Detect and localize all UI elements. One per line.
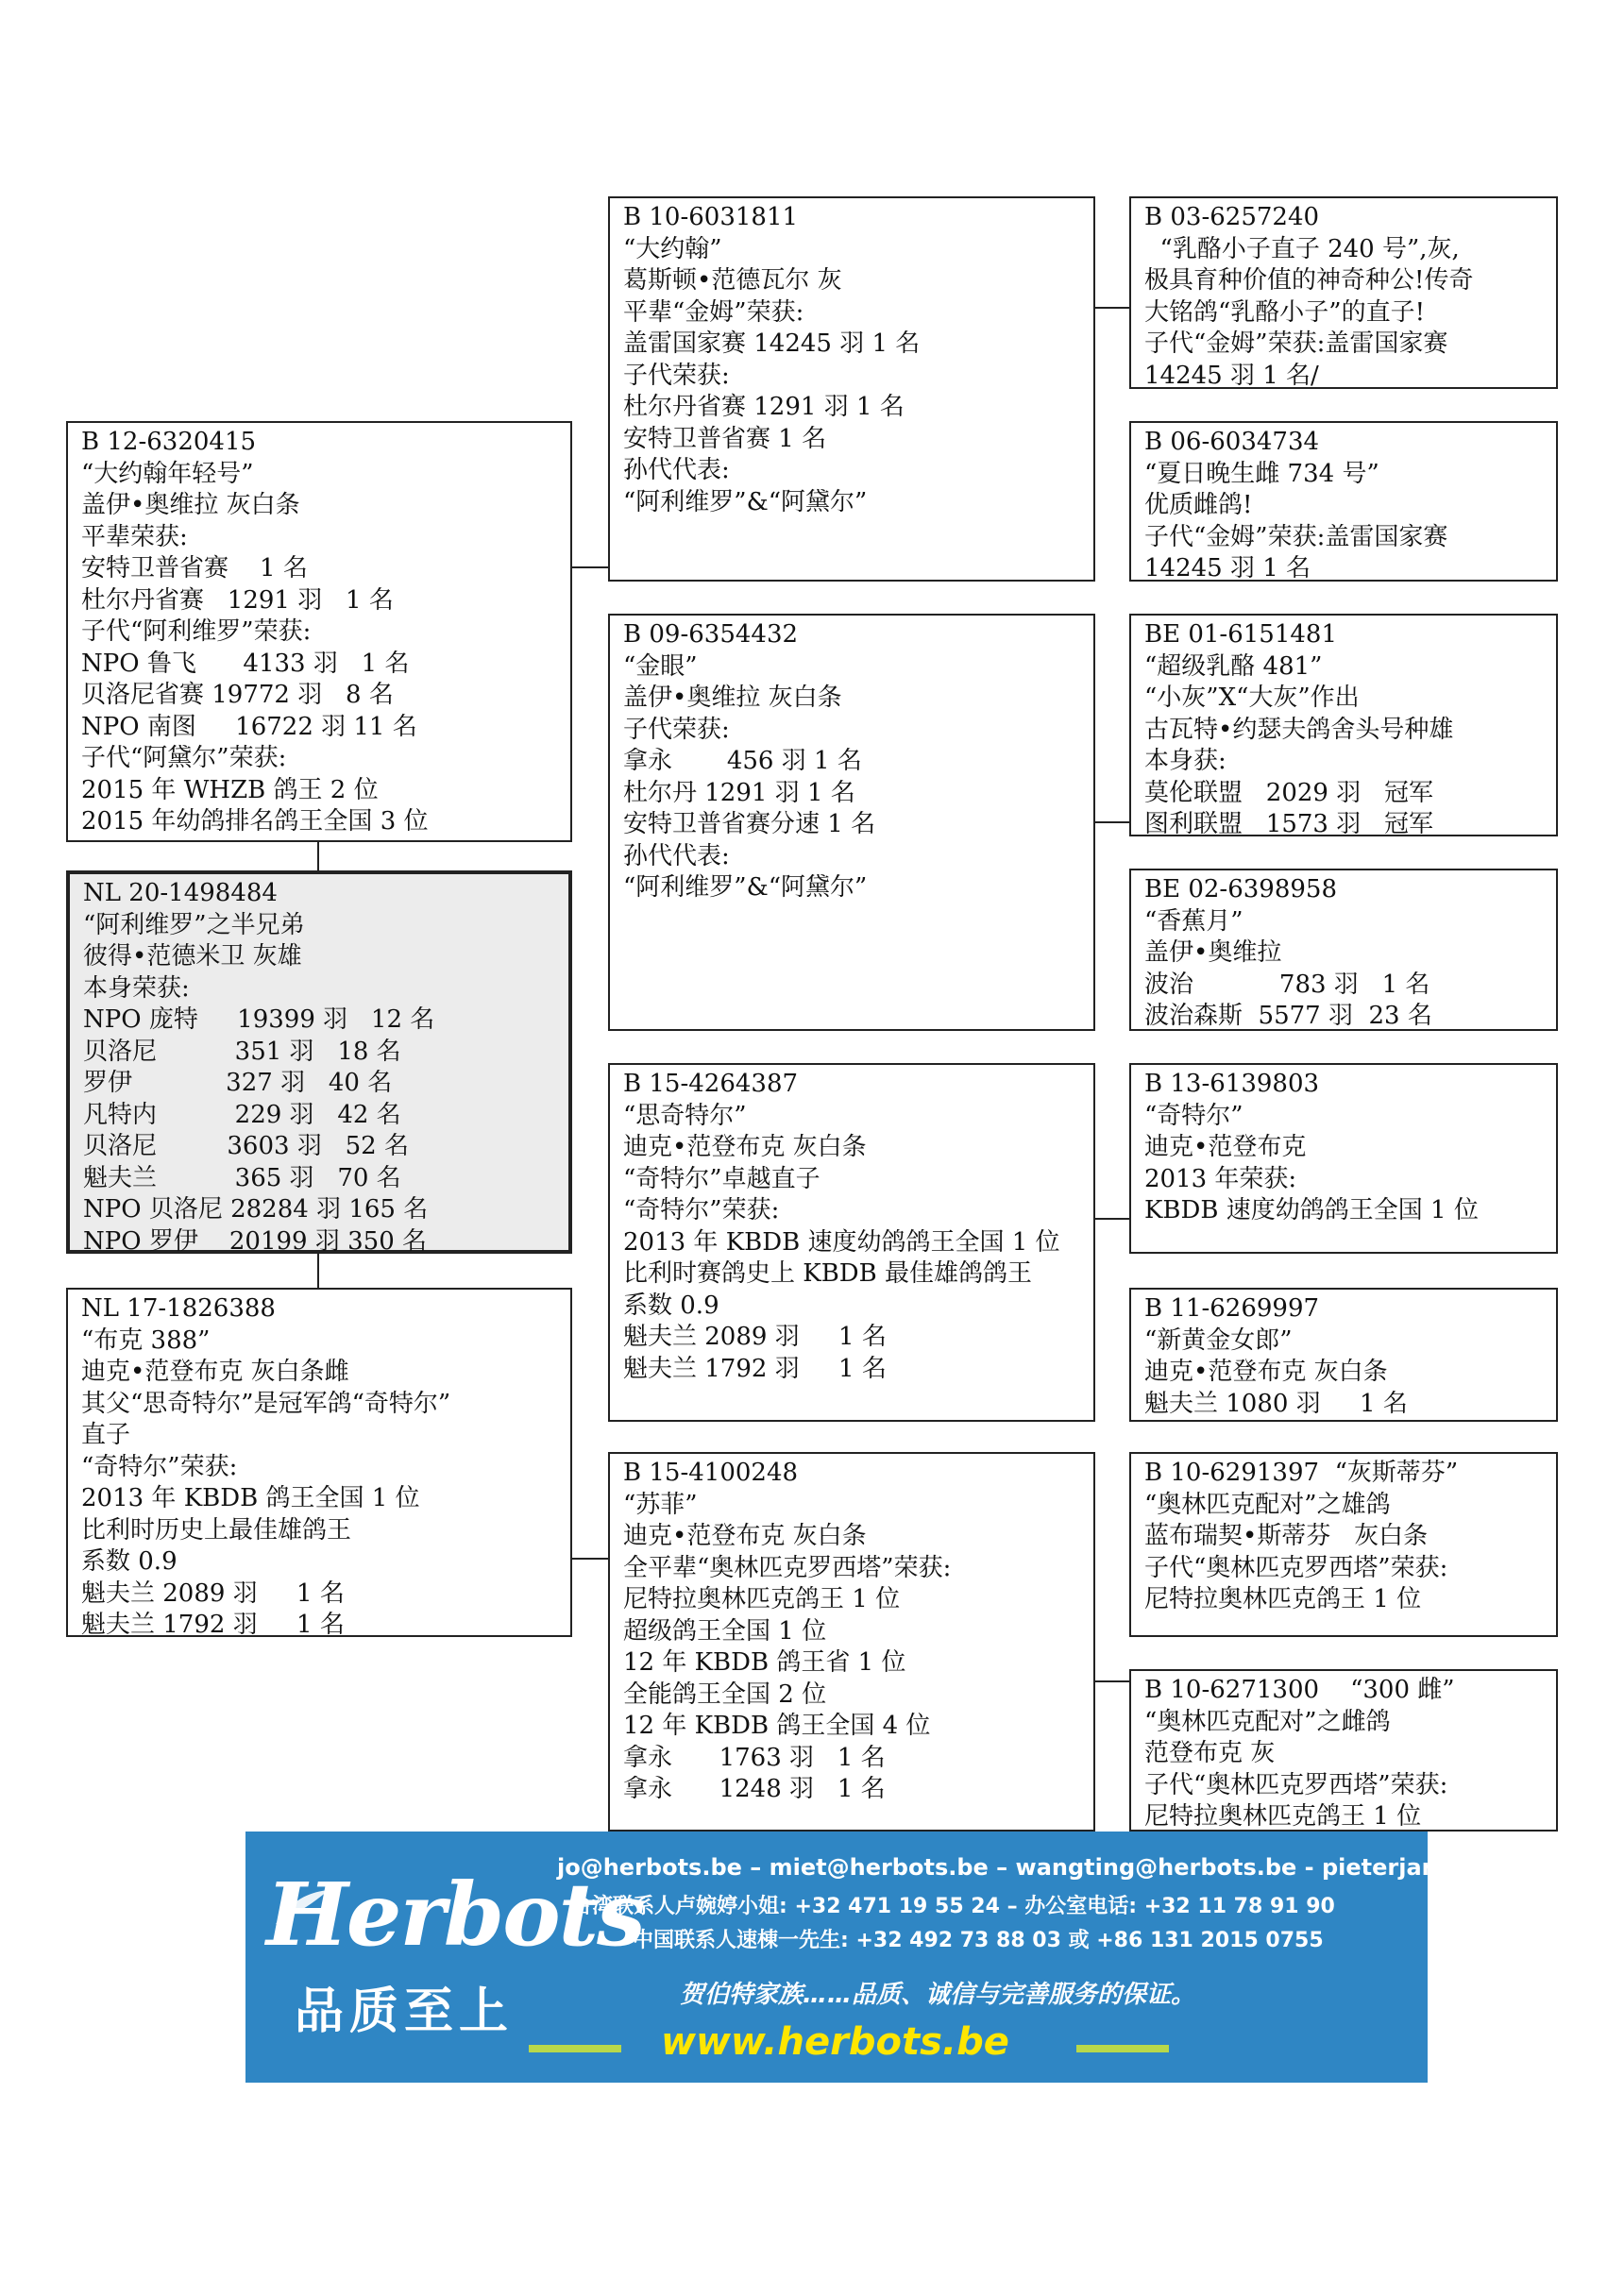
pedigree-line: “奥林匹克配对”之雄鸽 bbox=[1144, 1490, 1391, 1519]
pedigree-line: 莫伦联盟 2029 羽 冠军 bbox=[1144, 778, 1434, 807]
pedigree-line: B 12-6320415 bbox=[81, 428, 257, 456]
pedigree-line: 子代荣获: bbox=[623, 715, 730, 744]
pedigree-line: 12 年 KBDB 鸽王全国 4 位 bbox=[623, 1712, 931, 1740]
pedigree-line: 盖伊•奥维拉 灰白条 bbox=[81, 491, 300, 519]
pedigree-dam-dam bbox=[608, 1452, 1095, 1832]
pedigree-line: 波治森斯 5577 羽 23 名 bbox=[1144, 1002, 1432, 1030]
pedigree-line: 尼特拉奥林匹克鸽王 1 位 bbox=[1144, 1585, 1422, 1613]
pedigree-line: 迪克•范登布克 bbox=[1144, 1133, 1307, 1161]
pedigree-line: “乳酪小子直子 240 号”,灰, bbox=[1144, 234, 1460, 263]
pedigree-sire-dam bbox=[608, 614, 1095, 1031]
connector bbox=[1093, 307, 1129, 309]
pedigree-line: 系数 0.9 bbox=[623, 1291, 719, 1320]
pedigree-line: 杜尔丹 1291 羽 1 名 bbox=[623, 778, 855, 807]
pedigree-line: 子代“奥林匹克罗西塔”荣获: bbox=[1144, 1770, 1448, 1799]
pedigree-line: 安特卫普省赛 1 名 bbox=[81, 554, 308, 582]
pedigree-line: NPO 庞特 19399 羽 12 名 bbox=[83, 1005, 435, 1034]
pedigree-line: “大约翰” bbox=[623, 234, 722, 263]
pedigree-line: 2015 年幼鸽排名鸽王全国 3 位 bbox=[81, 807, 429, 836]
pedigree-line: 拿永 1248 羽 1 名 bbox=[623, 1775, 886, 1803]
pedigree-line: 古瓦特•约瑟夫鸽舍头号种雄 bbox=[1144, 715, 1454, 744]
email-list: jo@herbots.be – miet@herbots.be – wangting@herbots.be - pieterjan@herbots.be bbox=[557, 1854, 1599, 1881]
pedigree-line: 贝洛尼 3603 羽 52 名 bbox=[83, 1132, 409, 1160]
connector bbox=[570, 566, 610, 568]
pedigree-line: 贝洛尼省赛 19772 羽 8 名 bbox=[81, 681, 394, 709]
pedigree-line: “思奇特尔” bbox=[623, 1101, 747, 1130]
pedigree-line: “奇特尔” bbox=[1144, 1101, 1243, 1130]
pedigree-line: 魁夫兰 2089 羽 1 名 bbox=[81, 1578, 345, 1608]
herbots-banner bbox=[245, 1832, 1599, 2083]
pedigree-line: 拿永 456 羽 1 名 bbox=[623, 747, 862, 775]
pedigree-line: 杜尔丹省赛 1291 羽 1 名 bbox=[623, 393, 905, 421]
pedigree-line: 子代“阿黛尔”荣获: bbox=[81, 744, 287, 772]
pedigree-line: “超级乳酪 481” bbox=[1144, 651, 1323, 681]
pedigree-line: 其父“思奇特尔”是冠军鸽“奇特尔” bbox=[81, 1389, 451, 1418]
pedigree-line: 优质雌鸽! bbox=[1144, 491, 1253, 519]
pedigree-line: 安特卫普省赛 1 名 bbox=[623, 424, 827, 453]
pedigree-line: NPO 鲁飞 4133 羽 1 名 bbox=[81, 649, 410, 678]
pedigree-line: 尼特拉奥林匹克鸽王 1 位 bbox=[623, 1585, 901, 1613]
pedigree-line: B 15-4100248 bbox=[623, 1459, 799, 1487]
pedigree-line: 魁夫兰 1792 羽 1 名 bbox=[623, 1354, 887, 1383]
connector bbox=[1093, 1218, 1129, 1220]
pedigree-sire bbox=[66, 421, 572, 842]
pedigree-line: B 11-6269997 bbox=[1144, 1294, 1320, 1323]
pedigree-line: NPO 罗伊 20199 羽 350 名 bbox=[83, 1226, 428, 1256]
pedigree-line: 迪克•范登布克 灰白条 bbox=[1144, 1358, 1388, 1386]
pedigree-line: 系数 0.9 bbox=[81, 1547, 178, 1576]
pedigree-line: “阿利维罗”之半兄弟 bbox=[83, 910, 305, 939]
pedigree-line: 全能鸽王全国 2 位 bbox=[623, 1680, 827, 1709]
pedigree-line: BE 01-6151481 bbox=[1144, 620, 1338, 649]
pedigree-line: 2013 年 KBDB 速度幼鸽鸽王全国 1 位 bbox=[623, 1227, 1060, 1257]
pedigree-line: 大铭鸽“乳酪小子”的直子! bbox=[1144, 297, 1426, 327]
pedigree-line: 2013 年 KBDB 鸽王全国 1 位 bbox=[81, 1484, 420, 1512]
pedigree-line: 彼得•范德米卫 灰雄 bbox=[83, 942, 302, 971]
pedigree-line: 盖雷国家赛 14245 羽 1 名 bbox=[623, 329, 921, 358]
pedigree-line: 盖伊•奥维拉 bbox=[1144, 938, 1282, 967]
pedigree-line: “夏日晚生雌 734 号” bbox=[1144, 459, 1379, 488]
connector bbox=[317, 1252, 319, 1290]
pedigree-line: 凡特内 229 羽 42 名 bbox=[83, 1100, 401, 1129]
pedigree-line: 12 年 KBDB 鸽王省 1 位 bbox=[623, 1648, 906, 1677]
pedigree-line: 盖伊•奥维拉 灰白条 bbox=[623, 684, 842, 712]
pedigree-line: 图利联盟 1573 羽 冠军 bbox=[1144, 810, 1434, 838]
pedigree-line: B 13-6139803 bbox=[1144, 1070, 1320, 1098]
pedigree-line: NPO 贝洛尼 28284 羽 165 名 bbox=[83, 1195, 429, 1224]
pedigree-line: 杜尔丹省赛 1291 羽 1 名 bbox=[81, 585, 394, 615]
pedigree-line: “苏菲” bbox=[623, 1490, 698, 1519]
pedigree-line: “阿利维罗”&“阿黛尔” bbox=[623, 873, 868, 902]
decor-bar-left bbox=[529, 2045, 621, 2052]
pedigree-line: 尼特拉奥林匹克鸽王 1 位 bbox=[1144, 1802, 1422, 1831]
pedigree-dam bbox=[66, 1288, 572, 1637]
pedigree-line: “阿利维罗”&“阿黛尔” bbox=[623, 487, 868, 516]
pedigree-line: 子代“阿利维罗”荣获: bbox=[81, 617, 312, 646]
connector bbox=[1093, 821, 1129, 823]
pedigree-line: NL 20-1498484 bbox=[83, 879, 278, 907]
connector bbox=[1093, 1680, 1129, 1682]
pedigree-line: BE 02-6398958 bbox=[1144, 875, 1338, 903]
pedigree-line: B 03-6257240 bbox=[1144, 203, 1320, 231]
pedigree-line: KBDB 速度幼鸽鸽王全国 1 位 bbox=[1144, 1196, 1479, 1224]
pedigree-line: B 10-6031811 bbox=[623, 203, 799, 231]
pedigree-line: 魁夫兰 2089 羽 1 名 bbox=[623, 1323, 887, 1351]
pedigree-sdd bbox=[1129, 869, 1558, 1031]
pedigree-line: “奇特尔”荣获: bbox=[81, 1452, 238, 1481]
herbots-logo: Herbots bbox=[266, 1864, 644, 1966]
pedigree-line: “金眼” bbox=[623, 651, 698, 681]
pedigree-line: “奥林匹克配对”之雌鸽 bbox=[1144, 1707, 1391, 1736]
pedigree-line: 孙代代表: bbox=[623, 841, 730, 870]
pedigree-line: 安特卫普省赛分速 1 名 bbox=[623, 810, 876, 838]
pedigree-line: 迪克•范登布克 灰白条 bbox=[623, 1522, 867, 1550]
pedigree-line: “香蕉月” bbox=[1144, 906, 1243, 936]
pedigree-line: 平辈“金姆”荣获: bbox=[623, 297, 804, 327]
pedigree-dss bbox=[1129, 1063, 1558, 1254]
pedigree-sss bbox=[1129, 196, 1558, 389]
pedigree-dsd bbox=[1129, 1288, 1558, 1422]
pedigree-sds bbox=[1129, 614, 1558, 836]
pedigree-line: 2015 年 WHZB 鸽王 2 位 bbox=[81, 775, 379, 804]
pedigree-subject bbox=[66, 870, 572, 1254]
pedigree-ssd bbox=[1129, 421, 1558, 582]
pedigree-ddd bbox=[1129, 1669, 1558, 1832]
slogan: 品质至上 bbox=[295, 1984, 515, 2040]
pedigree-line: 蓝布瑞契•斯蒂芬 灰白条 bbox=[1144, 1522, 1429, 1550]
pedigree-line: 魁夫兰 1792 羽 1 名 bbox=[81, 1611, 345, 1639]
taiwan-contact: 台湾联系人卢婉婷小姐: +32 471 19 55 24 – 办公室电话: +32 11 78 91 90 bbox=[571, 1895, 1335, 1918]
pedigree-line: 子代荣获: bbox=[623, 361, 730, 390]
pedigree-sire-sire bbox=[608, 196, 1095, 582]
pedigree-line: “小灰”X“大灰”作出 bbox=[1144, 684, 1360, 712]
decor-bar-right bbox=[1076, 2045, 1169, 2052]
pedigree-line: 2013 年荣获: bbox=[1144, 1164, 1297, 1193]
pedigree-line: “奇特尔”荣获: bbox=[623, 1196, 780, 1224]
pedigree-line: B 06-6034734 bbox=[1144, 428, 1320, 456]
pedigree-line: 拿永 1763 羽 1 名 bbox=[623, 1743, 886, 1772]
pedigree-line: 范登布克 灰 bbox=[1144, 1739, 1276, 1767]
pedigree-dam-sire bbox=[608, 1063, 1095, 1422]
pedigree-line: B 15-4264387 bbox=[623, 1070, 799, 1098]
pedigree-dds bbox=[1129, 1452, 1558, 1637]
connector bbox=[570, 1558, 610, 1560]
pedigree-line: “新黄金女郎” bbox=[1144, 1325, 1293, 1355]
pedigree-line: NPO 南图 16722 羽 11 名 bbox=[81, 712, 417, 741]
pedigree-line: 本身荣获: bbox=[83, 973, 190, 1003]
pedigree-line: 迪克•范登布克 灰白条雌 bbox=[81, 1358, 349, 1386]
pedigree-line: B 10-6271300 “300 雌” bbox=[1144, 1676, 1455, 1704]
pedigree-line: B 10-6291397 “灰斯蒂芬” bbox=[1144, 1459, 1459, 1487]
pedigree-line: 迪克•范登布克 灰白条 bbox=[623, 1133, 867, 1161]
pedigree-line: 14245 羽 1 名/ bbox=[1144, 361, 1319, 390]
pedigree-line: 波治 783 羽 1 名 bbox=[1144, 970, 1430, 999]
pedigree-line: 子代“金姆”荣获:盖雷国家赛 bbox=[1144, 329, 1448, 358]
pedigree-line: “布克 388” bbox=[81, 1325, 211, 1355]
pedigree-line: 全平辈“奥林匹克罗西塔”荣获: bbox=[623, 1553, 952, 1582]
motto: 贺伯特家族……品质、诚信与完善服务的保证。 bbox=[680, 1981, 1196, 2009]
pedigree-line: 本身获: bbox=[1144, 747, 1226, 775]
pedigree-line: “奇特尔”卓越直子 bbox=[623, 1164, 820, 1193]
connector bbox=[317, 840, 319, 872]
pedigree-line: B 09-6354432 bbox=[623, 620, 799, 649]
pedigree-line: 14245 羽 1 名 bbox=[1144, 554, 1311, 582]
china-contact: 中国联系人速棟一先生: +32 492 73 88 03 或 +86 131 2015 0755 bbox=[633, 1929, 1324, 1952]
pedigree-line: “大约翰年轻号” bbox=[81, 459, 254, 488]
pedigree-line: 贝洛尼 351 羽 18 名 bbox=[83, 1037, 401, 1066]
pedigree-line: 平辈荣获: bbox=[81, 522, 188, 551]
pedigree-line: 罗伊 327 羽 40 名 bbox=[83, 1069, 393, 1097]
pedigree-line: NL 17-1826388 bbox=[81, 1294, 276, 1323]
pedigree-line: 孙代代表: bbox=[623, 456, 730, 484]
pedigree-line: 魁夫兰 1080 羽 1 名 bbox=[1144, 1389, 1408, 1418]
pedigree-line: 超级鸽王全国 1 位 bbox=[623, 1616, 827, 1646]
pedigree-line: 直子 bbox=[81, 1421, 131, 1449]
website-link[interactable]: www.herbots.be bbox=[661, 2020, 1009, 2064]
pedigree-line: 子代“金姆”荣获:盖雷国家赛 bbox=[1144, 522, 1448, 551]
pedigree-line: 子代“奥林匹克罗西塔”荣获: bbox=[1144, 1553, 1448, 1582]
pedigree-line: 比利时赛鸽史上 KBDB 最佳雄鸽鸽王 bbox=[623, 1259, 1033, 1288]
pedigree-line: 极具育种价值的神奇种公!传奇 bbox=[1144, 266, 1474, 295]
pedigree-line: 葛斯顿•范德瓦尔 灰 bbox=[623, 266, 842, 295]
pedigree-line: 魁夫兰 365 羽 70 名 bbox=[83, 1163, 401, 1192]
pedigree-line: 比利时历史上最佳雄鸽王 bbox=[81, 1515, 352, 1545]
